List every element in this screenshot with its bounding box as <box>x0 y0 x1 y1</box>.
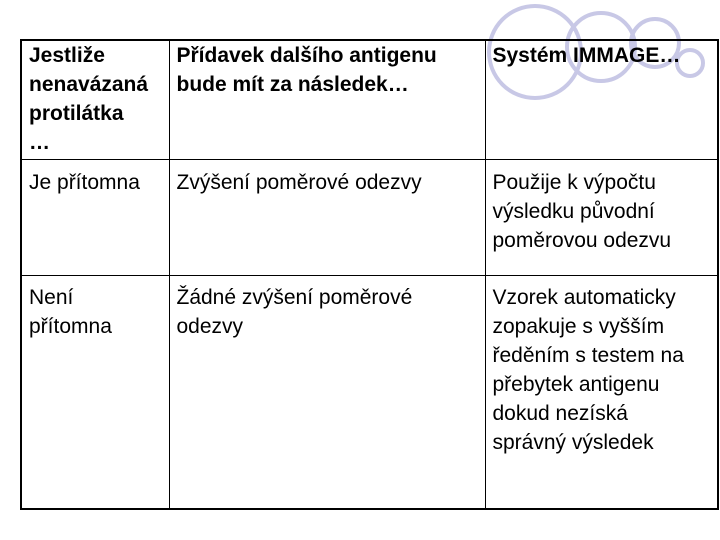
table-row <box>21 276 718 510</box>
table-row <box>21 160 718 276</box>
table-cell: Žádné zvýšení poměrové odezvy <box>169 276 485 510</box>
table-cell: Je přítomna <box>21 160 169 276</box>
table-cell: Použije k výpočtu výsledku původní poměrovou odezvu <box>485 160 718 276</box>
table-header-row <box>21 40 718 160</box>
header-cell-antigen: Přídavek dalšího antigenu bude mít za následek… <box>169 40 485 160</box>
table-cell: Zvýšení poměrové odezvy <box>169 160 485 276</box>
header-cell-system: Systém IMMAGE… <box>485 40 718 160</box>
header-cell-antibody: Jestliže nenavázaná protilátka … <box>21 40 169 160</box>
table-cell: Není přítomna <box>21 276 169 510</box>
comparison-table <box>20 39 719 510</box>
table-cell: Vzorek automaticky zopakuje s vyšším ředěním s testem na přebytek antigenu dokud nezíská správný výsledek <box>485 276 718 510</box>
